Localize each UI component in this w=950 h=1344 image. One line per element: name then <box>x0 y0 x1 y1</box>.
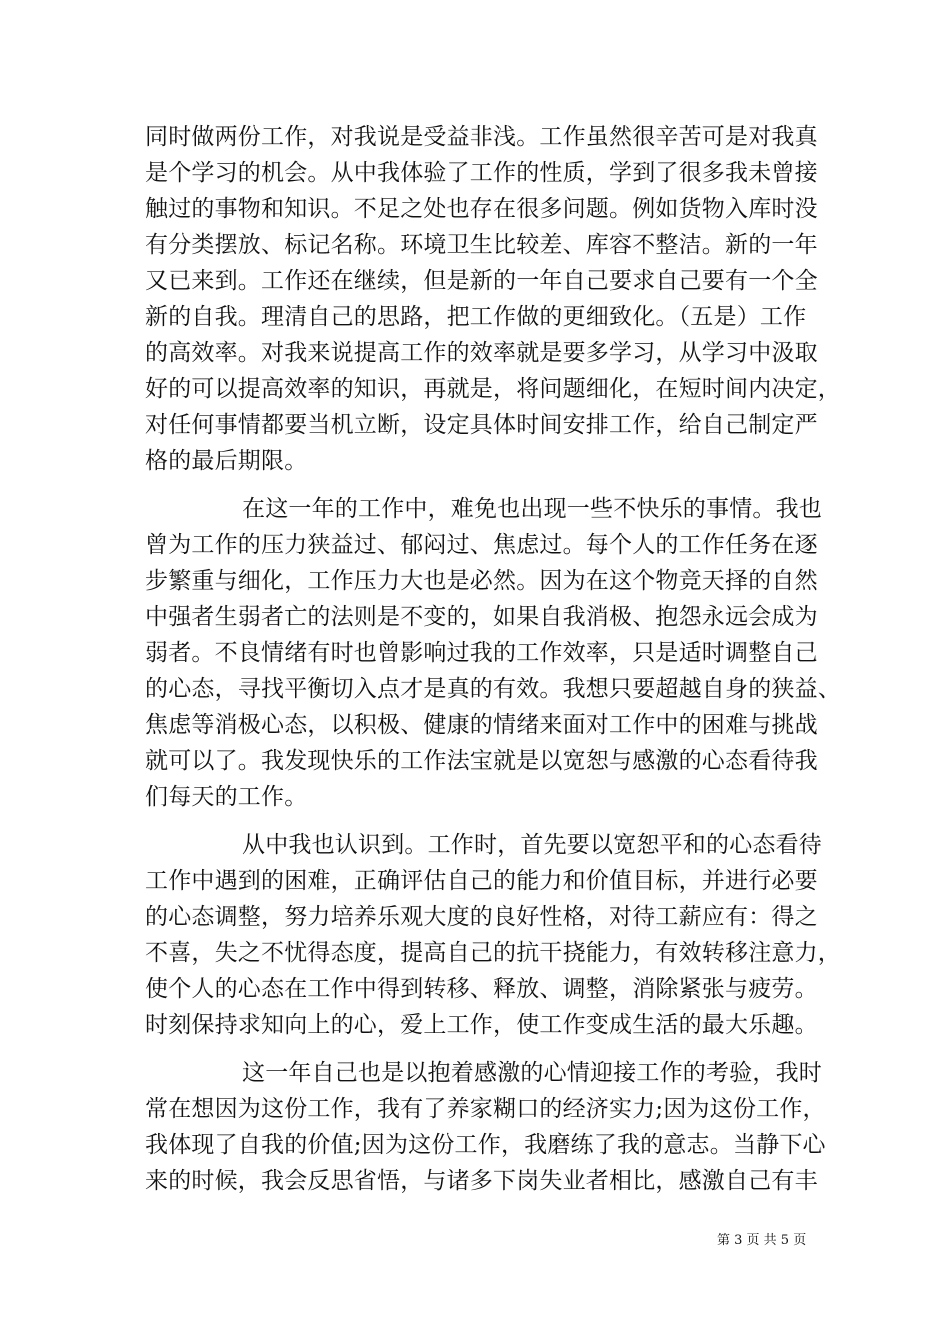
text-line: 的高效率。对我来说提高工作的效率就是要多学习，从学习中汲取 <box>145 340 818 366</box>
text-line: 们每天的工作。 <box>145 784 308 810</box>
text-line: 步繁重与细化，工作压力大也是必然。因为在这个物竞天择的自然 <box>145 568 818 594</box>
text-line: 同时做两份工作，对我说是受益非浅。工作虽然很辛苦可是对我真 <box>145 124 818 150</box>
text-line: 好的可以提高效率的知识，再就是，将问题细化，在短时间内决定， <box>145 376 841 402</box>
text-line: 工作中遇到的困难，正确评估自己的能力和价值目标，并进行必要 <box>145 868 818 894</box>
page-number-footer: 第 3 页 共 5 页 <box>717 1233 807 1248</box>
text-line: 来的时候，我会反思省悟，与诸多下岗失业者相比，感激自己有丰 <box>145 1168 818 1194</box>
paragraph-first-line: 从中我也认识到。工作时，首先要以宽恕平和的心态看待 <box>242 832 822 858</box>
text-line: 触过的事物和知识。不足之处也存在很多问题。例如货物入库时没 <box>145 196 818 222</box>
text-line: 对任何事情都要当机立断，设定具体时间安排工作，给自己制定严 <box>145 412 818 438</box>
text-line: 的心态，寻找平衡切入点才是真的有效。我想只要超越自身的狭益、 <box>145 676 841 702</box>
text-line: 使个人的心态在工作中得到转移、释放、调整，消除紧张与疲劳。 <box>145 976 818 1002</box>
text-line: 常在想因为这份工作，我有了养家糊口的经济实力;因为这份工作， <box>145 1096 826 1122</box>
paragraph-first-line: 这一年自己也是以抱着感激的心情迎接工作的考验，我时 <box>242 1060 822 1086</box>
text-line: 曾为工作的压力狭益过、郁闷过、焦虑过。每个人的工作任务在逐 <box>145 532 818 558</box>
text-line: 的心态调整，努力培养乐观大度的良好性格，对待工薪应有：得之 <box>145 904 818 930</box>
text-line: 时刻保持求知向上的心，爱上工作，使工作变成生活的最大乐趣。 <box>145 1012 818 1038</box>
text-line: 中强者生弱者亡的法则是不变的，如果自我消极、抱怨永远会成为 <box>145 604 818 630</box>
text-line: 格的最后期限。 <box>145 448 308 474</box>
text-line: 就可以了。我发现快乐的工作法宝就是以宽恕与感激的心态看待我 <box>145 748 818 774</box>
text-line: 是个学习的机会。从中我体验了工作的性质，学到了很多我未曾接 <box>145 160 818 186</box>
text-line: 弱者。不良情绪有时也曾影响过我的工作效率，只是适时调整自己 <box>145 640 818 666</box>
text-line: 有分类摆放、标记名称。环境卫生比较差、库容不整洁。新的一年 <box>145 232 818 258</box>
text-line: 新的自我。理清自己的思路，把工作做的更细致化。（五是）工作 <box>145 304 807 330</box>
text-line: 焦虑等消极心态，以积极、健康的情绪来面对工作中的困难与挑战 <box>145 712 818 738</box>
paragraph-first-line: 在这一年的工作中，难免也出现一些不快乐的事情。我也 <box>242 496 822 522</box>
text-line: 我体现了自我的价值;因为这份工作，我磨练了我的意志。当静下心 <box>145 1132 826 1158</box>
text-line: 不喜，失之不忧得态度，提高自己的抗干挠能力，有效转移注意力， <box>145 940 841 966</box>
text-line: 又已来到。工作还在继续，但是新的一年自己要求自己要有一个全 <box>145 268 818 294</box>
